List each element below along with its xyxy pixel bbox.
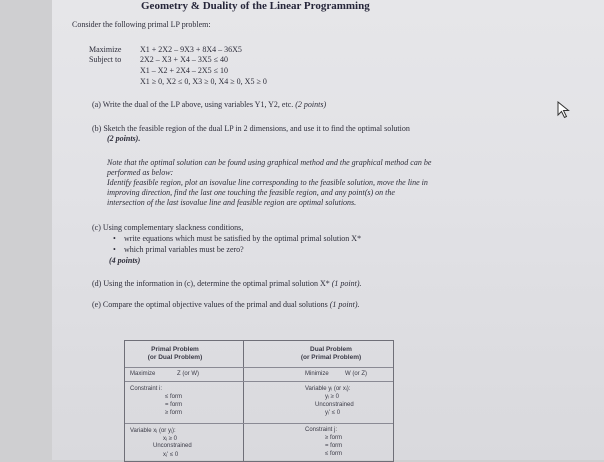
right-objective-variable: W (or Z) [345,371,367,377]
objective-function: X1 + 2X2 – 9X3 + 8X4 – 36X5 [140,45,242,54]
note-line-4: improving direction, find the last one touching the feasible region, and any point(s) on the [107,188,395,197]
page-title: Geometry & Duality of the Linear Programming [141,0,370,12]
note-line-2: performed as below: [107,168,174,177]
left-constraint-form-1: ≤ form [165,394,182,400]
mouse-cursor-icon [557,101,571,119]
left-header-title: Primal Problem [151,346,199,353]
left-variable-sign-2: Unconstrained [153,443,192,449]
maximize-label: Maximize [89,45,122,54]
note-line-3: Identify feasible region, plot an isovalue line corresponding to the feasible solution, move the line in [107,178,428,187]
right-header-subtitle: (or Primal Problem) [300,354,362,361]
left-objective-label: Maximize [130,371,156,377]
constraint-1: 2X2 – X3 + X4 – 3X5 ≤ 40 [140,55,229,64]
question-c-bullet-1: write equations which must be satisfied by the optimal primal solution X* [124,234,362,243]
question-b-points: (2 points). [107,134,141,143]
left-variable-sign-3: xⱼ' ≤ 0 [163,452,179,458]
left-constraint-heading: Constraint i: [130,386,163,392]
right-constraint-form-3: ≤ form [325,451,342,457]
primal-dual-table [124,340,394,462]
left-constraint-form-2: = form [165,402,183,408]
question-a-points: (2 points) [295,100,327,109]
left-constraint-form-3: ≥ form [165,410,182,416]
note-line-5: intersection of the last isovalue line and feasible region are optimal solutions. [107,198,357,207]
question-c-points: (4 points) [109,256,141,265]
question-b-line1: (b) Sketch the feasible region of the dual LP in 2 dimensions, and use it to find the optimal solution [92,124,410,133]
row-divider [125,381,393,382]
left-objective-variable: Z (or W) [177,371,199,377]
question-d-text: (d) Using the information in (c), determine the optimal primal solution X* [92,279,332,288]
question-e-points: (1 point). [329,300,360,309]
row-divider [125,423,393,424]
question-e [92,300,360,309]
left-header-subtitle: (or Dual Problem) [147,354,203,361]
bullet-icon: • [113,234,116,243]
sign-constraints: X1 ≥ 0, X2 ≤ 0, X3 ≥ 0, X4 ≥ 0, X5 ≥ 0 [140,77,267,86]
question-d [92,279,362,288]
right-constraint-form-2: = form [325,443,343,449]
constraint-2: X1 – X2 + 2X4 – 2X5 ≤ 10 [140,66,229,75]
column-divider [243,341,244,461]
right-constraint-form-1: ≥ form [325,435,342,441]
right-objective-label: Minimize [305,371,329,377]
subject-to-label: Subject to [89,55,122,64]
note-line-1: Note that the optimal solution can be found using graphical method and the graphical method can be [107,158,432,167]
right-variable-sign-2: Unconstrained [315,402,354,408]
left-variable-heading: Variable xⱼ (or yⱼ): [130,428,176,434]
question-e-text: (e) Compare the optimal objective values of the primal and dual solutions [92,300,330,309]
question-c-line1: (c) Using complementary slackness conditions, [92,223,244,232]
bullet-icon: • [113,245,116,254]
right-variable-sign-3: yᵢ' ≤ 0 [325,410,341,416]
right-variable-heading: Variable yᵢ (or xᵢ): [305,386,351,392]
left-variable-sign-1: xⱼ ≥ 0 [163,436,178,442]
question-c-bullet-2: which primal variables must be zero? [124,245,244,254]
question-a [92,100,326,109]
right-constraint-heading: Constraint j: [305,427,338,433]
right-header-title: Dual Problem [310,346,352,353]
row-divider [125,367,393,368]
intro-text: Consider the following primal LP problem: [72,20,211,29]
right-variable-sign-1: yᵢ ≥ 0 [325,394,339,400]
question-d-points: (1 point). [331,279,362,288]
question-a-text: (a) Write the dual of the LP above, using variables Y1, Y2, etc. [92,100,296,109]
